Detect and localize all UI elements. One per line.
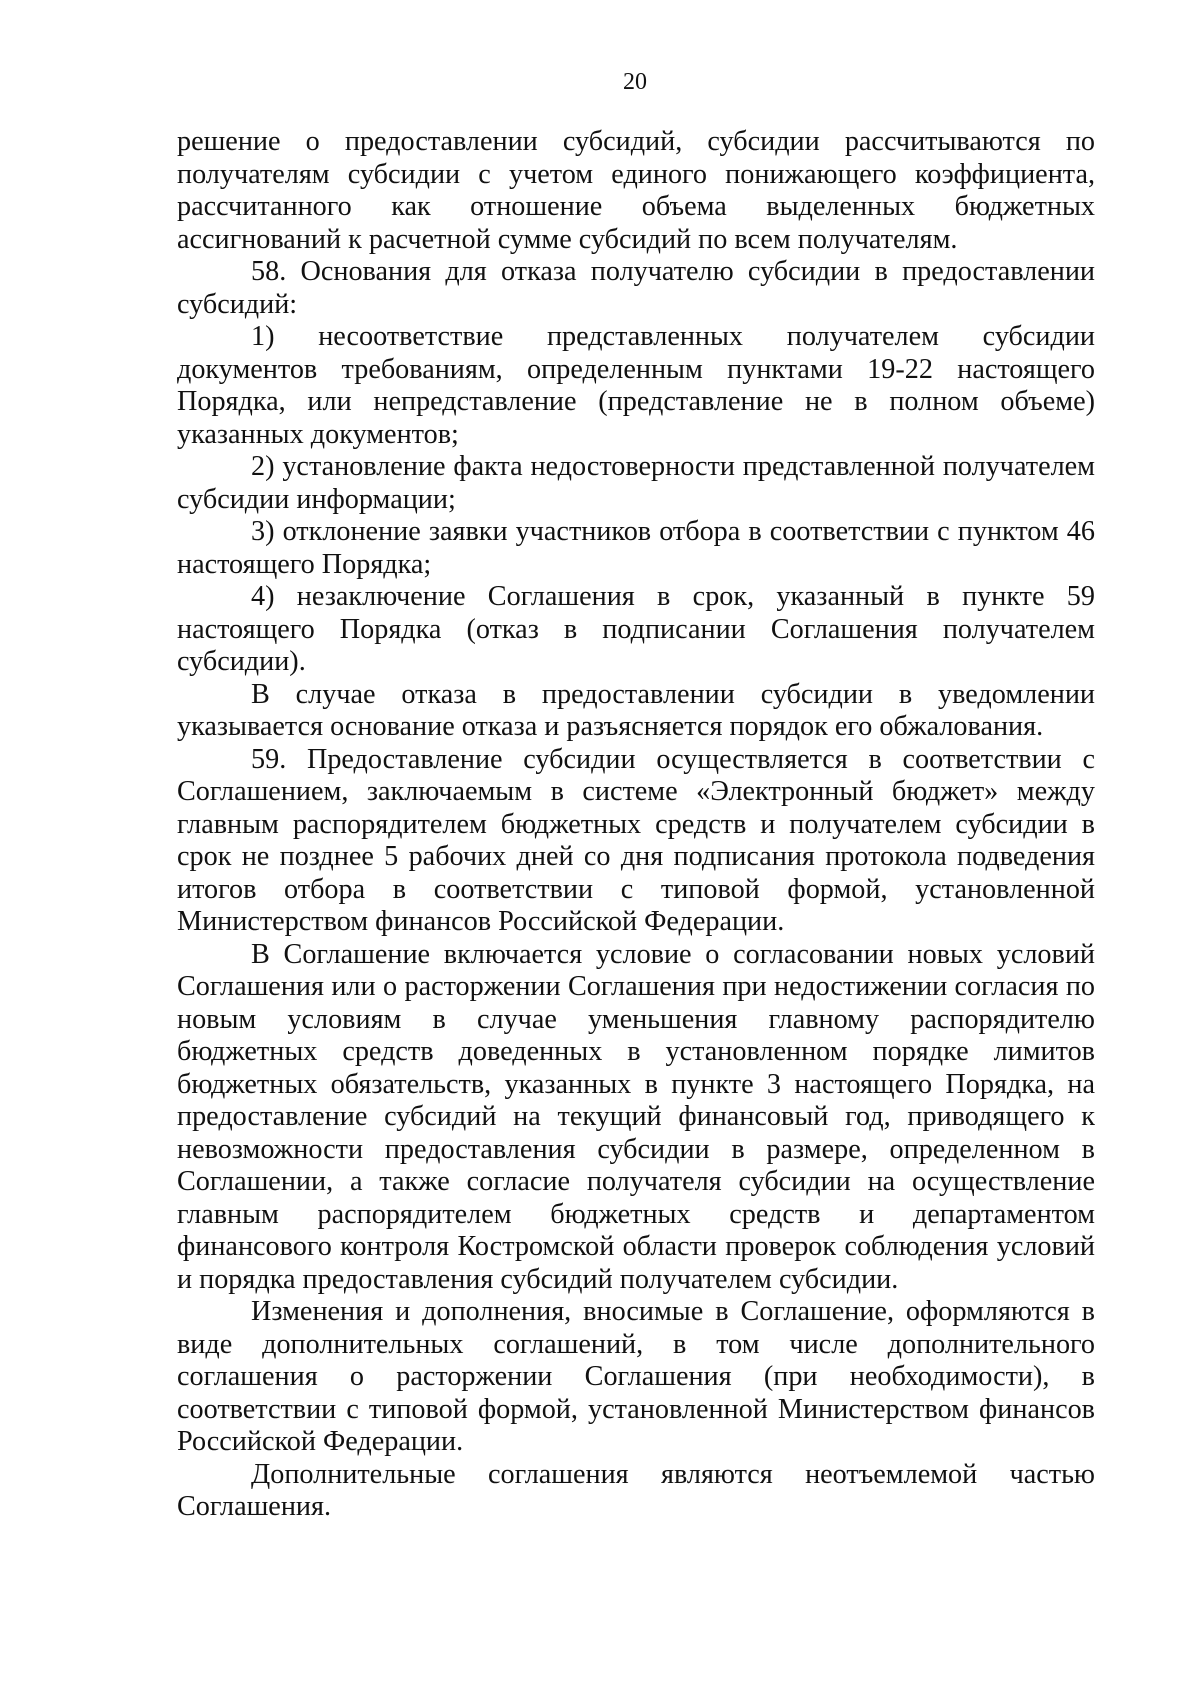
paragraph-additional-agreements: Дополнительные соглашения являются неотъемлемой частью Соглашения. [177,1458,1095,1522]
document-body [177,126,1095,1524]
paragraph-59: 59. Предоставление субсидии осуществляется в соответствии с Соглашением, заключаемым в системе «Электронный бюджет» между главным распорядителем бюджетных средств и получателем субсидии в срок не позднее 5 рабочих дней со дня подписания протокола подведения итогов отбора в соответствии с типовой формой, установленной Министерством финансов Российской Федерации. [177,743,1095,937]
paragraph-58-item-4: 4) незаключение Соглашения в срок, указанный в пункте 59 настоящего Порядка (отказ в подписании Соглашения получателем субсидии). [177,581,1095,677]
page-number: 20 [623,69,647,95]
paragraph-agreement-conditions: В Соглашение включается условие о согласовании новых условий Соглашения или о расторжении Соглашения при недостижении согласия по новым условиям в случае уменьшения главному распорядителю бюджетных средств доведенных в установленном порядке лимитов бюджетных обязательств, указанных в пункте 3 настоящего Порядка, на предоставление субсидий на текущий финансовый год, приводящего к невозможности предоставления субсидии в размере, определенном в Соглашении, а также согласие получателя субсидии на осуществление главным распорядителем бюджетных средств и департаментом финансового контроля Костромской области проверок соблюдения условий и порядка предоставления субсидий получателем субсидии. [177,938,1095,1295]
paragraph-58-heading: 58. Основания для отказа получателю субсидии в предоставлении субсидий: [177,256,1095,320]
paragraph-refusal-notice: В случае отказа в предоставлении субсидии в уведомлении указывается основание отказа и разъясняется порядок его обжалования. [177,678,1095,742]
paragraph-58-item-2: 2) установление факта недостоверности представленной получателем субсидии информации; [177,451,1095,515]
paragraph-58-item-3: 3) отклонение заявки участников отбора в соответствии с пунктом 46 настоящего Порядка; [177,516,1095,580]
paragraph-amendments: Изменения и дополнения, вносимые в Соглашение, оформляются в виде дополнительных соглашений, в том числе дополнительного соглашения о расторжении Соглашения (при необходимости), в соответствии с типовой формой, установленной Министерством финансов Российской Федерации. [177,1296,1095,1457]
paragraph-continuation: решение о предоставлении субсидий, субсидии рассчитываются по получателям субсидии с учетом единого понижающего коэффициента, рассчитанного как отношение объема выделенных бюджетных ассигнований к расчетной сумме субсидий по всем получателям. [177,126,1095,255]
paragraph-58-item-1: 1) несоответствие представленных получателем субсидии документов требованиям, определенным пунктами 19-22 настоящего Порядка, или непредставление (представление не в полном объеме) указанных документов; [177,321,1095,450]
